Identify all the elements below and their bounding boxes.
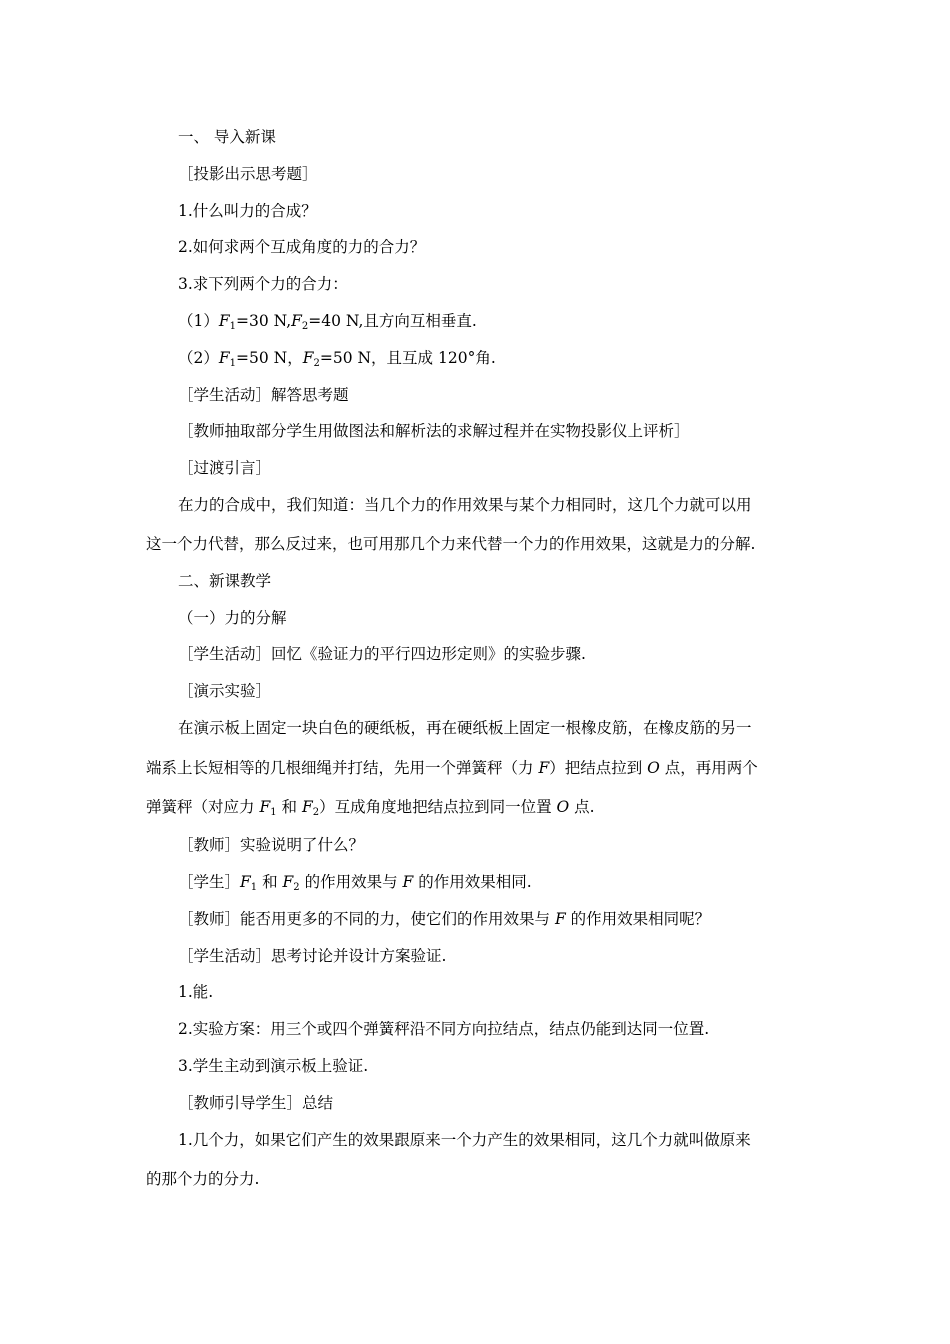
subscript: 2 (312, 807, 320, 818)
paragraph: 在力的合成中，我们知道：当几个力的作用效果与某个力相同时，这几个力就可以用 (178, 496, 752, 514)
question-2: 2.如何求两个互成角度的力的合力？ (178, 238, 426, 256)
text: 和 (276, 798, 302, 816)
paragraph (146, 797, 816, 817)
paragraph: ［教师］实验说明了什么？ (178, 836, 365, 854)
text: ）互成角度地把结点拉到同一位置 (319, 798, 557, 816)
subscript: 1 (270, 807, 277, 818)
paragraph: ［教师抽取部分学生用做图法和解析法的求解过程并在实物投影仪上评析］ (178, 422, 690, 440)
list-item: 1.能. (178, 983, 214, 1001)
text: 的作用效果相同. (413, 873, 532, 891)
paragraph: 的那个力的分力. (146, 1170, 260, 1188)
subscript: 1 (250, 882, 258, 893)
symbol: F (291, 312, 302, 330)
text: =40 N,且方向互相垂直. (308, 312, 477, 330)
paragraph: ［演示实验］ (178, 682, 272, 700)
text: （2） (178, 349, 219, 367)
paragraph: 在演示板上固定一块白色的硬纸板，再在硬纸板上固定一根橡皮筋，在橡皮筋的另一 (178, 719, 752, 737)
text: 点. (569, 798, 595, 816)
symbol: F (301, 798, 313, 816)
text: =50 N， (236, 349, 303, 367)
text: ［学生］ (178, 873, 241, 891)
section-heading-new-lesson: 二、新课教学 (178, 572, 272, 590)
section-heading-intro: 一、 导入新课 (178, 128, 276, 146)
paragraph: ［教师引导学生］总结 (178, 1094, 334, 1112)
question-3-part-2 (178, 348, 818, 368)
text: 的作用效果相同呢？ (565, 910, 711, 928)
question-3: 3.求下列两个力的合力： (178, 275, 348, 293)
list-item: 3.学生主动到演示板上验证. (178, 1057, 369, 1075)
paragraph: 这一个力代替，那么反过来，也可用那几个力来代替一个力的作用效果，这就是力的分解. (146, 535, 756, 553)
symbol: F (218, 349, 230, 367)
symbol: F (554, 910, 566, 928)
symbol: F (538, 759, 550, 777)
symbol: O (556, 798, 570, 816)
subscript: 1 (229, 321, 237, 332)
symbol: F (240, 873, 251, 891)
text: 端系上长短相等的几根细绳并打结，先用一个弹簧秤（力 (146, 759, 539, 777)
paragraph: ［学生活动］思考讨论并设计方案验证. (178, 947, 447, 965)
text: =50 N，且互成 120°角. (319, 349, 496, 367)
text: 和 (257, 873, 283, 891)
paragraph: 1.几个力，如果它们产生的效果跟原来一个力产生的效果相同，这几个力就叫做原来 (178, 1131, 751, 1149)
text: ）把结点拉到 (549, 759, 648, 777)
symbol: O (647, 759, 660, 777)
paragraph: ［学生活动］解答思考题 (178, 386, 349, 404)
text: =30 N, (236, 312, 292, 330)
subscript: 2 (301, 321, 309, 332)
subscript: 2 (293, 882, 300, 893)
text: 点，再用两个 (659, 759, 758, 777)
paragraph (146, 758, 816, 778)
subsection-heading: （一）力的分解 (178, 609, 287, 627)
paragraph: ［学生活动］回忆《验证力的平行四边形定则》的实验步骤. (178, 645, 586, 663)
symbol: F (402, 873, 414, 891)
paragraph: ［过渡引言］ (178, 459, 272, 477)
symbol: F (259, 798, 271, 816)
subscript: 2 (313, 358, 320, 369)
symbol: F (302, 349, 314, 367)
question-1: 1.什么叫力的合成？ (178, 202, 317, 220)
question-3-part-1 (178, 311, 818, 331)
subscript: 1 (229, 358, 237, 369)
paragraph: ［投影出示思考题］ (178, 165, 318, 183)
text: 的作用效果与 (299, 873, 403, 891)
text: （1） (178, 312, 219, 330)
paragraph (178, 909, 818, 929)
paragraph (178, 872, 818, 892)
symbol: F (218, 312, 230, 330)
text: ［教师］能否用更多的不同的力，使它们的作用效果与 (178, 910, 555, 928)
text: 弹簧秤（对应力 (146, 798, 260, 816)
symbol: F (282, 873, 294, 891)
list-item: 2.实验方案：用三个或四个弹簧秤沿不同方向拉结点，结点仍能到达同一位置. (178, 1020, 710, 1038)
